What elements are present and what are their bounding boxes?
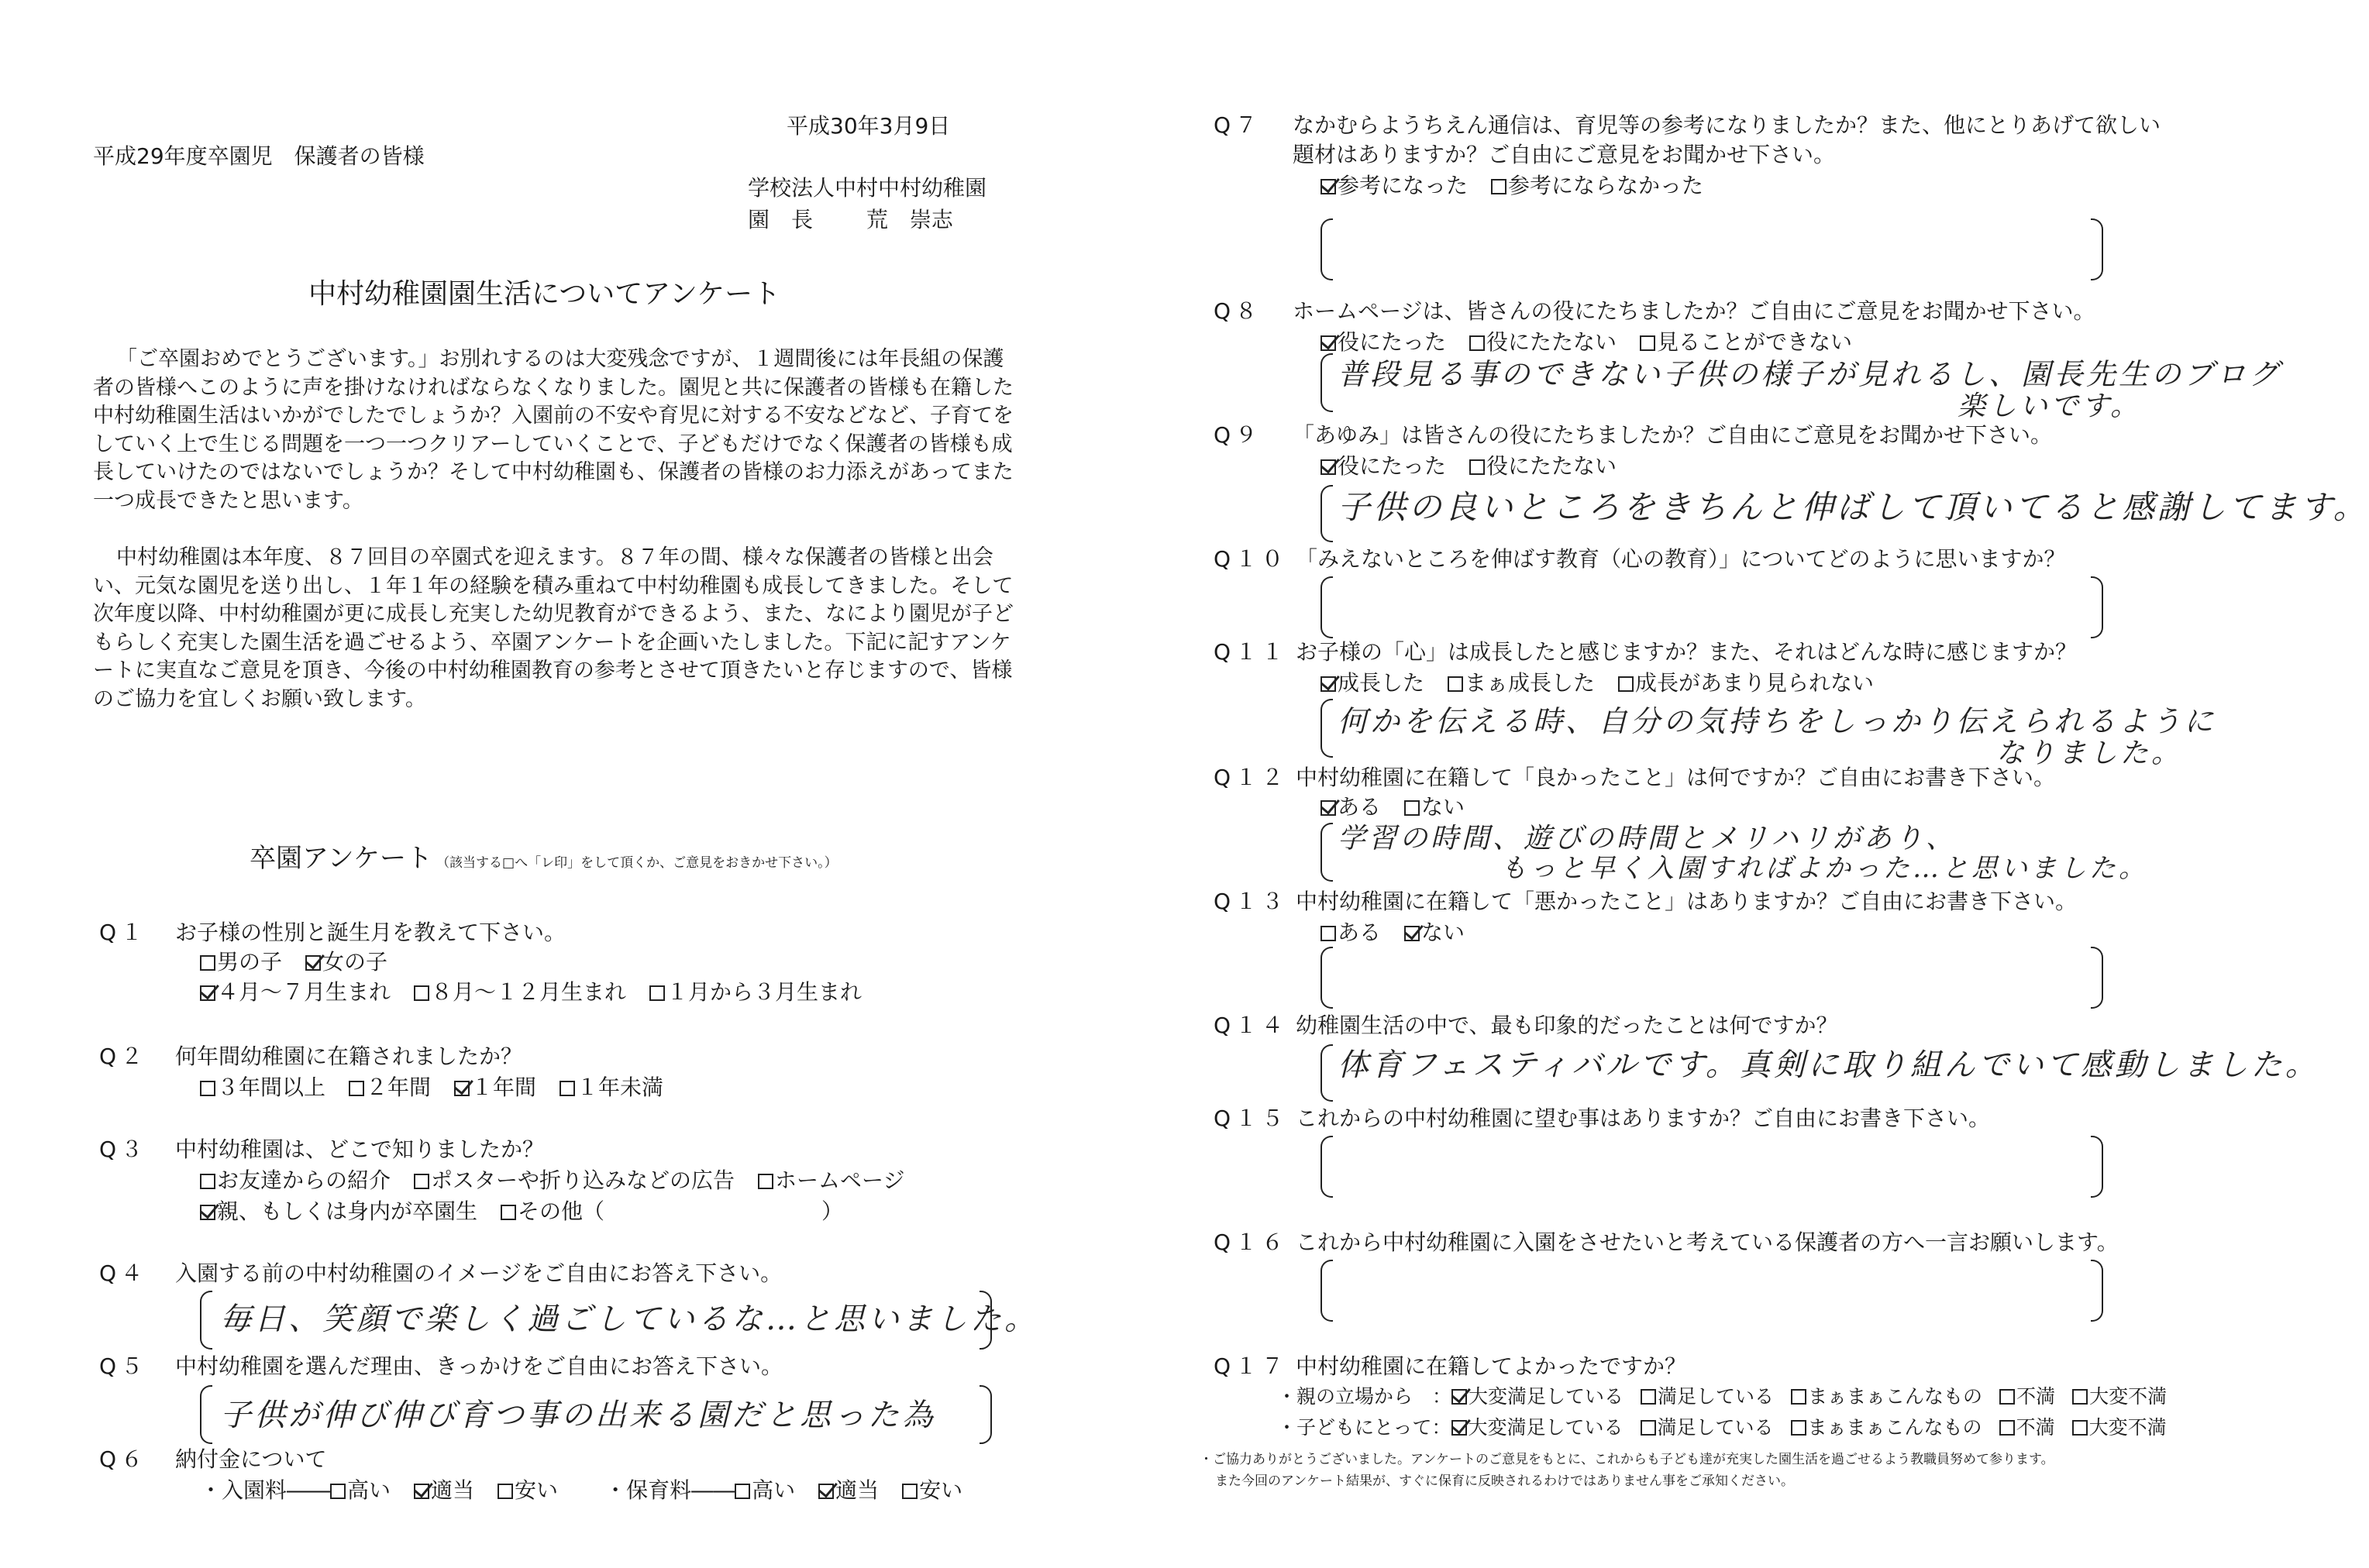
q8-number: Q８ — [1214, 298, 1262, 324]
option-yes[interactable]: ある — [1321, 919, 1381, 947]
option-dissatisfied[interactable]: 不満 — [1999, 1384, 2055, 1410]
q15-number: Q１５ — [1214, 1106, 1289, 1131]
option-very-satisfied[interactable]: 大変満足している — [1451, 1384, 1624, 1410]
option-very-satisfied[interactable]: 大変満足している — [1451, 1415, 1624, 1441]
option-yes[interactable]: ある — [1321, 793, 1381, 821]
q9-text: 「あゆみ」は皆さんの役にたちましたか？ご自由にご意見をお聞かせ下さい。 — [1293, 422, 2053, 448]
answer-bracket-left — [1321, 1136, 1333, 1198]
addressee: 平成29年度卒園児 保護者の皆様 — [93, 143, 425, 169]
answer-bracket-left — [200, 1385, 212, 1444]
q8-handwritten-answer-line1[interactable]: 普段見る事のできない子供の様子が見れるし、園長先生のブログ — [1338, 357, 2282, 391]
checkbox[interactable] — [1404, 800, 1420, 816]
answer-bracket-right — [980, 1385, 992, 1444]
q12-number: Q１２ — [1214, 765, 1289, 790]
option-poster[interactable]: ポスターや折り込みなどの広告 — [414, 1167, 735, 1195]
survey-heading — [250, 837, 838, 875]
answer-bracket-left — [1321, 485, 1333, 542]
q7-text-line2: 題材はありますか？ご自由にご意見をお聞かせ下さい。 — [1293, 142, 1836, 167]
q3-text: 中村幼稚園は、どこで知りましたか？ — [175, 1136, 545, 1162]
q7-options — [1321, 172, 1727, 200]
checkbox[interactable] — [501, 1205, 516, 1220]
q17-text: 中村幼稚園に在籍してよかったですか？ — [1296, 1353, 1687, 1379]
checkbox[interactable] — [1791, 1389, 1806, 1405]
q1-gender-options — [200, 948, 411, 976]
checkbox[interactable] — [560, 1081, 575, 1096]
q2-number: Q２ — [99, 1044, 148, 1069]
checkbox-checked[interactable] — [1451, 1420, 1467, 1436]
q1-month-options — [200, 978, 885, 1006]
q4-handwritten-answer[interactable]: 毎日、笑顔で楽しく過ごしているな…と思いました。 — [220, 1302, 1038, 1337]
option-aug-dec[interactable]: ８月〜１２月生まれ — [414, 978, 626, 1006]
q9-number: Q９ — [1214, 422, 1262, 448]
option-not-useful[interactable]: 役にたたない — [1469, 452, 1617, 480]
q16-number: Q１６ — [1214, 1229, 1289, 1255]
answer-bracket-left — [1321, 1044, 1333, 1102]
option-other[interactable]: その他（ ） — [501, 1198, 843, 1226]
q3-options-row2 — [200, 1198, 866, 1226]
checkbox-checked[interactable] — [1321, 676, 1336, 692]
option-fee1-high[interactable]: 高い — [330, 1477, 391, 1504]
checkbox-checked[interactable] — [1451, 1389, 1467, 1405]
checkbox-checked[interactable] — [1321, 459, 1336, 475]
q3-options-row1 — [200, 1167, 928, 1195]
answer-bracket-right — [2091, 1136, 2103, 1198]
option-girl[interactable]: 女の子 — [305, 948, 387, 976]
option-helpful[interactable]: 参考になった — [1321, 172, 1468, 200]
q12-handwritten-answer-line1[interactable]: 学習の時間、遊びの時間とメリハリがあり、 — [1338, 823, 1957, 854]
checkbox-checked[interactable] — [414, 1484, 429, 1499]
checkbox[interactable] — [200, 955, 215, 971]
answer-bracket-left — [1321, 576, 1333, 638]
checkbox[interactable] — [414, 985, 429, 1001]
q7-text-line1: なかむらようちえん通信は、育児等の参考になりましたか？また、他にとりあげて欲しい — [1293, 112, 2161, 138]
option-boy[interactable]: 男の子 — [200, 948, 282, 976]
checkbox[interactable] — [414, 1174, 429, 1189]
checkbox[interactable] — [349, 1081, 364, 1096]
q10-text: 「みえないところを伸ばす教育（心の教育）」についてどのように思いますか？ — [1296, 546, 2066, 572]
q17-parent-row — [1277, 1384, 2167, 1410]
q14-number: Q１４ — [1214, 1013, 1289, 1038]
answer-bracket-right — [2091, 576, 2103, 638]
q10-number: Q１０ — [1214, 546, 1289, 572]
checkbox[interactable] — [1791, 1420, 1806, 1436]
option-grew[interactable]: 成長した — [1321, 669, 1424, 697]
option-family-alumni[interactable]: 親、もしくは身内が卒園生 — [200, 1198, 477, 1226]
option-fee1-cheap[interactable]: 安い — [498, 1477, 558, 1504]
q15-text: これからの中村幼稚園に望む事はありますか？ご自由にお書き下さい。 — [1296, 1106, 1991, 1131]
q9-handwritten-answer[interactable]: 子供の良いところをきちんと伸ばして頂いてると感謝してます。 — [1338, 488, 2369, 526]
option-fee2-fair[interactable]: 適当 — [818, 1477, 879, 1504]
footer-thanks: ・ご協力ありがとうございました。アンケートのご意見をもとに、これからも子ども達が充実した園生活を過ごせるよう教職員努めて参ります。 — [1200, 1452, 2054, 1467]
option-so-so[interactable]: まぁまぁこんなもの — [1791, 1415, 1982, 1441]
q5-number: Q５ — [99, 1353, 148, 1379]
answer-bracket-right — [2091, 1260, 2103, 1322]
answer-bracket-left — [1321, 823, 1333, 882]
q12-text: 中村幼稚園に在籍して「良かったこと」は何ですか？ご自由にお書き下さい。 — [1296, 765, 2056, 790]
checkbox[interactable] — [200, 1081, 215, 1096]
option-little-growth[interactable]: 成長があまり見られない — [1618, 669, 1874, 697]
q13-number: Q１３ — [1214, 889, 1289, 914]
principal-name: 荒 崇志 — [866, 207, 953, 232]
q12-handwritten-answer-line2[interactable]: もっと早く入園すればよかった…と思いました。 — [1500, 853, 2148, 884]
option-1year[interactable]: １年間 — [454, 1074, 536, 1102]
footer-notice: また今回のアンケート結果が、すぐに保育に反映されるわけではありません事をご承知ください。 — [1215, 1473, 1794, 1489]
intro-paragraph-1: 「ご卒園おめでとうございます。」お別れするのは大変残念ですが、１週間後には年長組の保護者の皆様へこのように声を掛けなければならなくなりました。園児と共に保護者の皆様も在籍した中村幼稚園生活はいかがでしたでしょうか？入園前の不安や育児に対する不安などなど、子育てをしていく上で生じる問題を一つ一つクリアーしていくことで、子どもだけでなく保護者の皆様も成長していけたのではないでしょうか？そして中村幼稚園も、保護者の皆様のお力添えがあってまた一つ成長できたと思います。 — [93, 347, 1014, 513]
q16-text: これから中村幼稚園に入園をさせたいと考えている保護者の方へ一言お願いします。 — [1296, 1229, 2119, 1255]
checkbox-checked[interactable] — [1404, 926, 1420, 941]
principal — [748, 206, 953, 234]
issue-date: 平成30年3月9日 — [787, 113, 951, 139]
q9-options — [1321, 452, 1640, 480]
option-under-1year[interactable]: １年未満 — [560, 1074, 663, 1102]
checkbox[interactable] — [735, 1484, 750, 1499]
checkbox[interactable] — [498, 1484, 513, 1499]
q13-options — [1321, 919, 1488, 947]
q14-handwritten-answer[interactable]: 体育フェスティバルです。真剣に取り組んでいて感動しました。 — [1338, 1047, 2319, 1083]
checkbox[interactable] — [1469, 459, 1485, 475]
checkbox[interactable] — [1448, 676, 1463, 692]
checkbox-checked[interactable] — [1321, 179, 1336, 194]
checkbox[interactable] — [1641, 1420, 1656, 1436]
q12-options — [1321, 793, 1488, 821]
checkbox[interactable] — [1640, 335, 1655, 351]
answer-bracket-left — [200, 1291, 212, 1350]
q17-child-row — [1277, 1415, 2167, 1441]
option-not-useful[interactable]: 役にたたない — [1469, 328, 1617, 356]
q3-number: Q３ — [99, 1136, 148, 1162]
option-3years[interactable]: ３年間以上 — [200, 1074, 325, 1102]
q4-number: Q４ — [99, 1260, 148, 1286]
option-useful[interactable]: 役にたった — [1321, 328, 1446, 356]
q6-number: Q６ — [99, 1446, 148, 1472]
checkbox[interactable] — [1618, 676, 1634, 692]
survey-title: 卒園アンケート — [250, 843, 432, 874]
option-fee2-cheap[interactable]: 安い — [902, 1477, 962, 1504]
checkbox-checked[interactable] — [305, 955, 321, 971]
q2-text: 何年間幼稚園に在籍されましたか？ — [175, 1044, 523, 1069]
option-somewhat-grew[interactable]: まぁ成長した — [1448, 669, 1595, 697]
checkbox[interactable] — [649, 985, 665, 1001]
q13-text: 中村幼稚園に在籍して「悪かったこと」はありますか？ご自由にお書き下さい。 — [1296, 889, 2078, 914]
tuition-fee-label: ・保育料―― — [604, 1477, 735, 1503]
checkbox[interactable] — [1999, 1420, 2015, 1436]
option-no[interactable]: ない — [1404, 919, 1465, 947]
q8-options — [1321, 328, 1875, 356]
checkbox[interactable] — [2072, 1420, 2088, 1436]
answer-bracket-left — [1321, 699, 1333, 758]
option-apr-jul[interactable]: ４月〜７月生まれ — [200, 978, 391, 1006]
principal-role: 園 長 — [748, 207, 814, 232]
option-homepage[interactable]: ホームページ — [758, 1167, 904, 1195]
option-jan-mar[interactable]: １月から３月生まれ — [649, 978, 862, 1006]
answer-bracket-left — [1321, 218, 1333, 280]
q8-handwritten-answer-line2[interactable]: 楽しいです。 — [1958, 390, 2142, 422]
checkbox[interactable] — [1999, 1389, 2015, 1405]
checkbox[interactable] — [1641, 1389, 1656, 1405]
option-very-dissatisfied[interactable]: 大変不満 — [2072, 1415, 2167, 1441]
right-page — [1113, 0, 2369, 1568]
q1-text: お子様の性別と誕生月を教えて下さい。 — [175, 920, 566, 945]
checkbox[interactable] — [1491, 179, 1506, 194]
q11-options — [1321, 669, 1897, 697]
page-title: 中村幼稚園園生活についてアンケート — [308, 278, 781, 310]
option-fee1-fair[interactable]: 適当 — [414, 1477, 474, 1504]
q11-number: Q１１ — [1214, 639, 1289, 665]
intro-paragraph-2: 中村幼稚園は本年度、８７回目の卒園式を迎えます。８７年の間、様々な保護者の皆様と出会い、元気な園児を送り出し、１年１年の経験を積み重ねて中村幼稚園も成長してきました。そして次年度以降、中村幼稚園が更に成長し充実した幼児教育ができるよう、また、なにより園児が子どもらしく充実した園生活を過ごせるよう、卒園アンケートを企画いたしました。下記に記すアンケートに実直なご意見を頂き、今後の中村幼稚園教育の参考とさせて頂きたいと存じますので、皆様のご協力を宜しくお願い致します。 — [93, 545, 1014, 711]
child-label: ・子どもにとって： — [1277, 1416, 1451, 1439]
parent-label: ・親の立場から ： — [1277, 1385, 1452, 1408]
checkbox-checked[interactable] — [1321, 800, 1336, 816]
q6-text: 納付金について — [175, 1446, 327, 1472]
answer-bracket-right — [2091, 947, 2103, 1009]
option-satisfied[interactable]: 満足している — [1641, 1384, 1774, 1410]
checkbox[interactable] — [758, 1174, 773, 1189]
q14-text: 幼稚園生活の中で、最も印象的だったことは何ですか？ — [1296, 1013, 1838, 1038]
checkbox[interactable] — [330, 1484, 346, 1499]
checkbox-checked[interactable] — [200, 1205, 215, 1220]
checkbox-checked[interactable] — [454, 1081, 470, 1096]
option-friend[interactable]: お友達からの紹介 — [200, 1167, 391, 1195]
answer-bracket-right — [2091, 218, 2103, 280]
option-so-so[interactable]: まぁまぁこんなもの — [1791, 1384, 1982, 1410]
checkbox-checked[interactable] — [1321, 335, 1336, 351]
answer-bracket-left — [1321, 1260, 1333, 1322]
checkbox[interactable] — [200, 1174, 215, 1189]
q4-text: 入園する前の中村幼稚園のイメージをご自由にお答え下さい。 — [175, 1260, 783, 1286]
option-fee2-high[interactable]: 高い — [735, 1477, 795, 1504]
q5-handwritten-answer[interactable]: 子供が伸び伸び育つ事の出来る園だと思った為 — [220, 1398, 936, 1433]
option-dissatisfied[interactable]: 不満 — [1999, 1415, 2055, 1441]
entrance-fee-label: ・入園料―― — [200, 1477, 331, 1503]
checkbox[interactable] — [1321, 926, 1336, 941]
checkbox-checked[interactable] — [200, 985, 215, 1001]
q6-fee-options — [200, 1477, 986, 1504]
checkbox[interactable] — [1469, 335, 1485, 351]
checkbox-checked[interactable] — [818, 1484, 834, 1499]
checkbox[interactable] — [902, 1484, 918, 1499]
checkbox[interactable] — [2072, 1389, 2088, 1405]
answer-bracket-left — [1321, 353, 1333, 412]
q1-number: Q１ — [99, 920, 148, 945]
q11-handwritten-answer-line1[interactable]: 何かを伝える時、自分の気持ちをしっかり伝えられるように — [1338, 704, 2217, 738]
option-no[interactable]: ない — [1404, 793, 1465, 821]
option-cannot-view[interactable]: 見ることができない — [1640, 328, 1852, 356]
answer-bracket-left — [1321, 947, 1333, 1009]
option-useful[interactable]: 役にたった — [1321, 452, 1446, 480]
q11-text: お子様の「心」は成長したと感じますか？また、それはどんな時に感じますか？ — [1296, 639, 2078, 665]
q8-text: ホームページは、皆さんの役にたちましたか？ご自由にご意見をお聞かせ下さい。 — [1293, 298, 2095, 324]
q17-number: Q１７ — [1214, 1353, 1289, 1379]
q2-options — [200, 1074, 687, 1102]
q5-text: 中村幼稚園を選んだ理由、きっかけをご自由にお答え下さい。 — [175, 1353, 783, 1379]
option-2years[interactable]: ２年間 — [349, 1074, 431, 1102]
option-very-dissatisfied[interactable]: 大変不満 — [2072, 1384, 2167, 1410]
option-not-helpful[interactable]: 参考にならなかった — [1491, 172, 1703, 200]
q7-number: Q７ — [1214, 112, 1262, 138]
school-name: 学校法人中村中村幼稚園 — [748, 175, 987, 201]
option-satisfied[interactable]: 満足している — [1641, 1415, 1774, 1441]
survey-note: （該当する□へ「レ印」をして頂くか、ご意見をおきかせ下さい。） — [436, 855, 838, 871]
q11-handwritten-answer-line2[interactable]: なりました。 — [1996, 738, 2183, 769]
left-page — [0, 0, 1113, 1568]
